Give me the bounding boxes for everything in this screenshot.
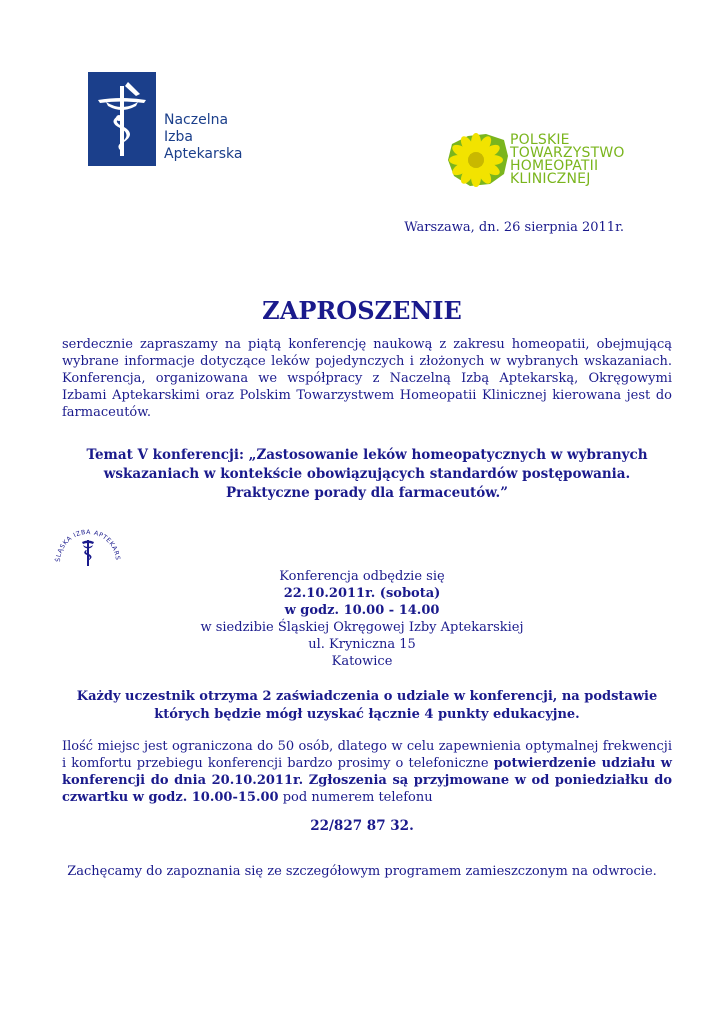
certificates-line: których będzie mógł uzyskać łącznie 4 punkty edukacyjne. xyxy=(154,707,580,722)
certificates-info xyxy=(62,688,672,724)
registration-emphasis: potwierdzenie udziału w konferencji do dnia 20.10.2011r. Zgłoszenia są przyjmowane w od poniedziałku do czwartku w godz. 10.00-15.00 xyxy=(62,756,672,805)
closing-note: Zachęcamy do zapoznania się ze szczegółowym programem zamieszczonym na odwrocie. xyxy=(67,864,657,879)
nia-logo xyxy=(88,72,258,168)
conference-details xyxy=(0,568,724,670)
details-intro: Konferencja odbędzie się xyxy=(279,569,445,584)
conference-time: w godz. 10.00 - 14.00 xyxy=(284,603,440,618)
registration-paragraph xyxy=(62,738,672,806)
caduceus-icon xyxy=(82,540,94,566)
nia-name-line: Naczelna xyxy=(164,112,229,128)
intro-paragraph: serdecznie zapraszamy na piątą konferencję naukową z zakresu homeopatii, obejmującą wybrane informacje dotyczące leków pojedynczych i złożonych w wybranych wskazaniach. Konferencja, organizowana we współpracy z Naczelną Izbą Aptekarską, Okręgowymi Izbami Aptekarskimi oraz Polskim Towarzystwem Homeopatii Klinicznej kierowana jest do farmaceutów. xyxy=(62,337,672,420)
nia-name-line: Izba xyxy=(164,129,193,145)
certificates-line: Każdy uczestnik otrzyma 2 zaświadczenia o udziale w konferencji, na podstawie xyxy=(76,689,658,704)
pthk-name xyxy=(510,134,625,186)
pthk-name-line: KLINICZNEJ xyxy=(510,171,591,187)
conference-street: ul. Kryniczna 15 xyxy=(308,637,416,652)
topic-line: Temat V konferencji: „Zastosowanie leków homeopatycznych w wybranych xyxy=(86,447,648,463)
page-title: ZAPROSZENIE xyxy=(262,296,462,325)
pthk-name-line: HOMEOPATII xyxy=(510,158,599,174)
conference-topic xyxy=(62,446,672,503)
pthk-name-line: TOWARZYSTWO xyxy=(510,145,625,161)
topic-line: wskazaniach w kontekście obowiązujących standardów postępowania. xyxy=(103,466,631,482)
registration-text: Ilość miejsc jest ograniczona do 50 osób, dlatego w celu zapewnienia optymalnej frekwencji i komfortu przebiegu konferencji bardzo prosimy o telefoniczne xyxy=(62,739,672,771)
topic-line: Praktyczne porady dla farmaceutów.” xyxy=(225,485,509,501)
conference-date: 22.10.2011r. (sobota) xyxy=(283,586,441,601)
conference-venue: w siedzibie Śląskiej Okręgowej Izby Aptekarskiej xyxy=(200,620,524,635)
nia-name-line: Aptekarska xyxy=(164,146,243,162)
seal-logo xyxy=(52,520,124,568)
pthk-name-line: POLSKIE xyxy=(510,132,570,148)
pthk-logo xyxy=(446,126,636,198)
seal-text: ŚLĄSKA IZBA APTEKARS xyxy=(54,528,122,563)
caduceus-icon xyxy=(88,72,156,166)
registration-text-end: pod numerem telefonu xyxy=(278,790,433,805)
phone-number: 22/827 87 32. xyxy=(310,818,414,834)
conference-city: Katowice xyxy=(331,654,393,669)
place-date: Warszawa, dn. 26 sierpnia 2011r. xyxy=(404,220,624,235)
nia-name xyxy=(164,112,264,163)
flower-map-icon xyxy=(446,130,512,190)
